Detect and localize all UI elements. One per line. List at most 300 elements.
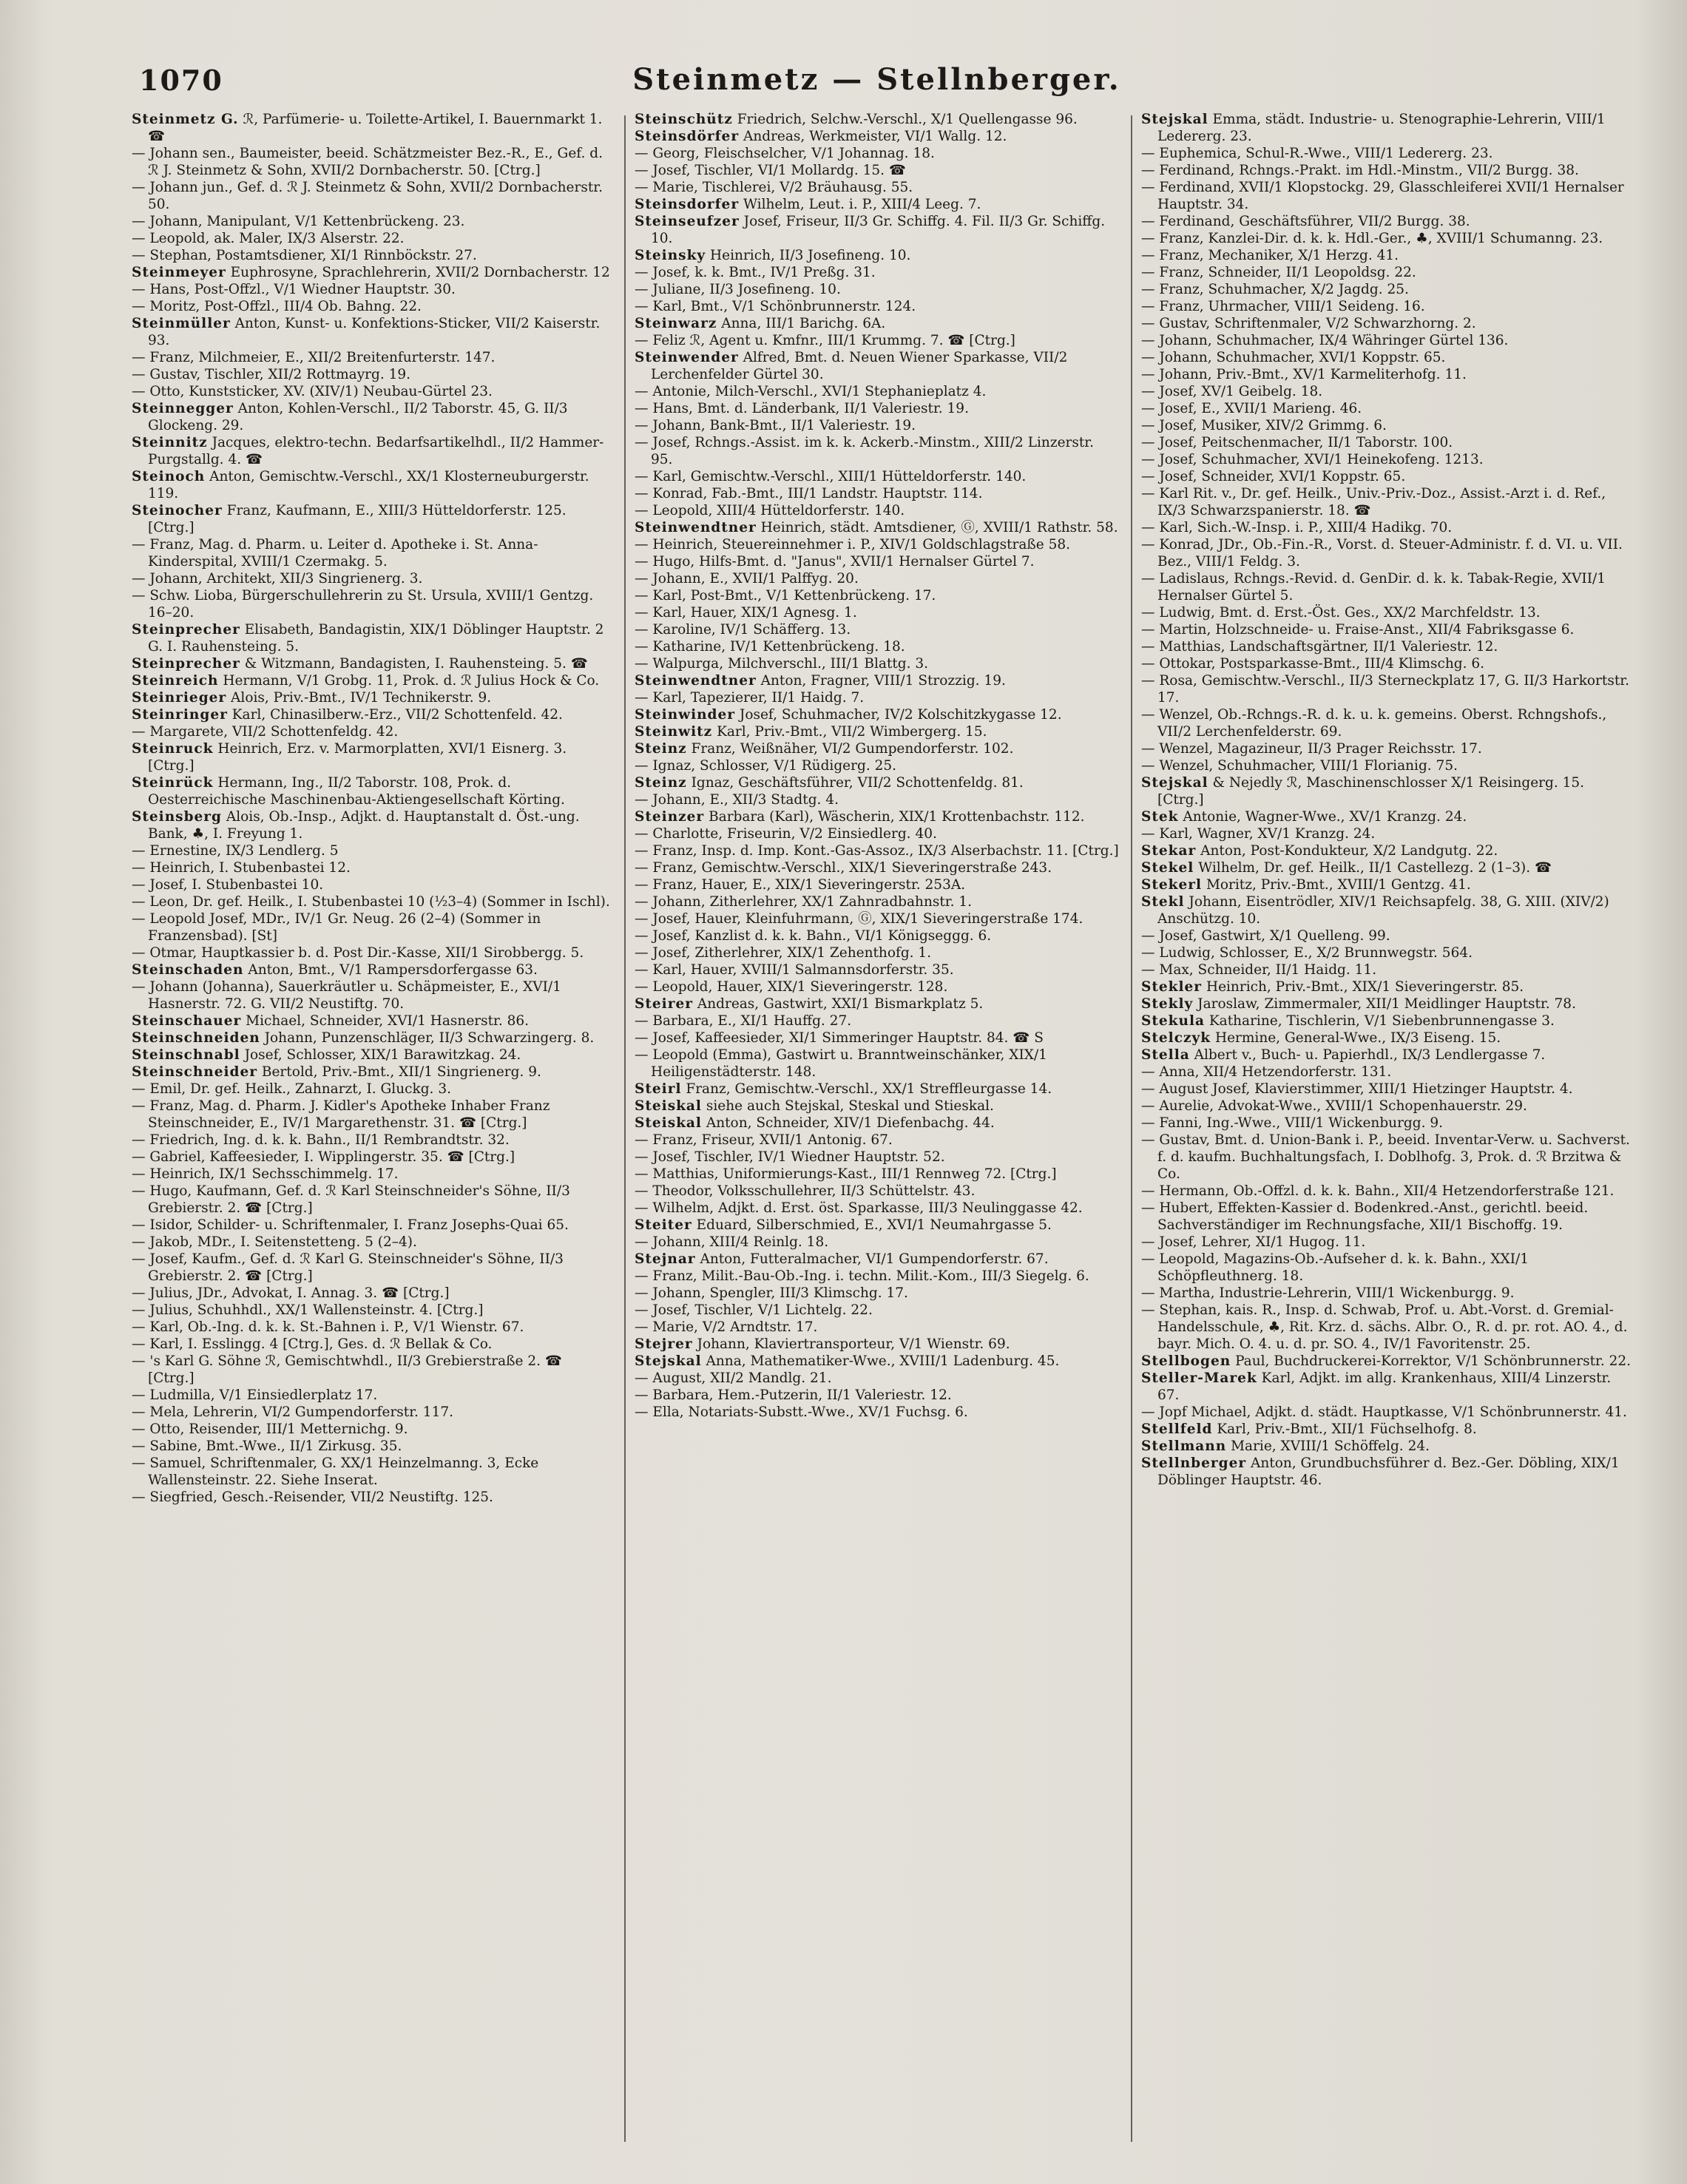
entry-details: — Feliz ℛ, Agent u. Kmfnr., III/1 Krummg. 7. ☎ [Ctrg.] <box>635 333 1015 348</box>
entry-details: — Ottokar, Postsparkasse-Bmt., III/4 Klimschg. 6. <box>1141 656 1485 672</box>
entry-details: Karl, Adjkt. im allg. Krankenhaus, XIII/4 Linzerstr. 67. <box>1157 1370 1612 1403</box>
entry-details: — Karl, Tapezierer, II/1 Haidg. 7. <box>635 690 865 706</box>
directory-entry <box>635 927 1119 944</box>
directory-entry <box>1141 995 1633 1012</box>
directory-entry <box>132 298 612 315</box>
directory-entry <box>1141 179 1633 213</box>
entry-details: — Josef, Hauer, Kleinfuhrmann, Ⓖ, XIX/1 Sieveringerstraße 174. <box>635 911 1083 927</box>
entry-details: — Ella, Notariats-Substt.-Wwe., XV/1 Fuchsg. 6. <box>635 1404 968 1420</box>
directory-entry <box>635 502 1119 519</box>
entry-details: — Johann (Johanna), Sauerkräutler u. Schäpmeister, E., XVI/1 Hasnerstr. 72. G. VII/2 Neustiftg. 70. <box>132 979 561 1012</box>
directory-entry <box>635 842 1119 859</box>
directory-entry <box>635 434 1119 468</box>
entry-details: — Otto, Kunststicker, XV. (XIV/1) Neubau-Gürtel 23. <box>132 384 493 399</box>
directory-entry <box>132 621 612 655</box>
entry-details: — Walpurga, Milchverschl., III/1 Blattg. 3. <box>635 656 929 672</box>
entry-details: — Josef, E., XVII/1 Marieng. 46. <box>1141 401 1362 416</box>
directory-entry <box>1141 604 1633 621</box>
entry-details: — Georg, Fleischselcher, V/1 Johannag. 18. <box>635 146 935 161</box>
directory-entry <box>1141 349 1633 366</box>
directory-entry <box>635 689 1119 706</box>
entry-surname: Steinprecher <box>132 656 240 672</box>
directory-entry <box>635 1081 1119 1098</box>
directory-entry <box>132 281 612 298</box>
entry-surname: Steinwitz <box>635 724 713 740</box>
directory-entry <box>1141 1234 1633 1251</box>
directory-entry <box>132 587 612 621</box>
directory-entry <box>1141 536 1633 570</box>
directory-entry <box>132 1387 612 1404</box>
directory-columns <box>124 111 1633 2160</box>
entry-details: Hermann, Ing., II/2 Taborstr. 108, Prok. d. Oesterreichische Maschinenbau-Aktiengesellschaft Körting. <box>148 775 565 808</box>
entry-details: Eduard, Silberschmied, E., XVI/1 Neumahrgasse 5. <box>696 1217 1052 1233</box>
entry-details: — Leopold, XIII/4 Hütteldorferstr. 140. <box>635 503 905 518</box>
entry-surname: Steinsky <box>635 248 706 263</box>
entry-details: — Samuel, Schriftenmaler, G. XX/1 Heinzelmanng. 3, Ecke Wallensteinstr. 22. Siehe Inserat. <box>132 1456 539 1488</box>
directory-entry <box>635 111 1119 128</box>
entry-details: — Hermann, Ob.-Offzl. d. k. k. Bahn., XII/4 Hetzendorferstraße 121. <box>1141 1183 1615 1199</box>
directory-entry <box>1141 315 1633 332</box>
directory-entry <box>132 1438 612 1455</box>
entry-details: — Josef, I. Stubenbastei 10. <box>132 877 324 893</box>
directory-entry <box>1141 774 1633 808</box>
entry-details: — Karl, Bmt., V/1 Schönbrunnerstr. 124. <box>635 299 916 314</box>
directory-entry <box>635 672 1119 689</box>
entry-details: — Moritz, Post-Offzl., III/4 Ob. Bahng. 22. <box>132 299 422 314</box>
directory-entry <box>635 179 1119 196</box>
entry-details: — Marie, V/2 Arndtstr. 17. <box>635 1319 818 1335</box>
directory-entry <box>1141 417 1633 434</box>
entry-details: — Karl, Hauer, XIX/1 Agnesg. 1. <box>635 605 857 621</box>
directory-entry <box>132 230 612 247</box>
entry-details: Anton, Fragner, VIII/1 Strozzig. 19. <box>760 673 1006 689</box>
entry-surname: Steinz <box>635 741 687 757</box>
directory-entry <box>635 213 1119 247</box>
entry-surname: Steinzer <box>635 809 705 825</box>
directory-entry <box>1141 927 1633 944</box>
entry-details: — Jopf Michael, Adjkt. d. städt. Hauptkasse, V/1 Schönbrunnerstr. 41. <box>1141 1404 1627 1420</box>
directory-entry <box>1141 655 1633 672</box>
directory-entry <box>132 315 612 349</box>
entry-details: Jaroslaw, Zimmermaler, XII/1 Meidlinger Hauptstr. 78. <box>1197 996 1576 1012</box>
entry-details: — Hubert, Effekten-Kassier d. Bodenkred.-Anst., gerichtl. beeid. Sachverständiger im Rechnungsfache, XII/1 Bischoffg. 19. <box>1141 1200 1589 1233</box>
directory-entry <box>132 1047 612 1064</box>
entry-details: — Josef, Kaufm., Gef. d. ℛ Karl G. Steinschneider's Söhne, II/3 Grebierstr. 2. ☎ [Ctrg.] <box>132 1251 564 1284</box>
directory-entry <box>132 842 612 859</box>
directory-entry <box>1141 1115 1633 1132</box>
directory-entry <box>635 298 1119 315</box>
entry-details: — Franz, Insp. d. Imp. Kont.-Gas-Assoz., IX/3 Alserbachstr. 11. [Ctrg.] <box>635 843 1119 859</box>
entry-details: Jacques, elektro-techn. Bedarfsartikelhdl., II/2 Hammer-Purgstallg. 4. ☎ <box>148 435 604 467</box>
entry-details: — Johann, Spengler, III/3 Klimschg. 17. <box>635 1285 908 1301</box>
entry-surname: Steinwinder <box>635 707 736 723</box>
directory-entry <box>1141 808 1633 825</box>
entry-details: — Matthias, Uniformierungs-Kast., III/1 Rennweg 72. [Ctrg.] <box>635 1166 1057 1182</box>
directory-entry <box>132 1404 612 1421</box>
entry-details: — Karl, Hauer, XVIII/1 Salmannsdorferstr. 35. <box>635 962 954 978</box>
entry-details: — Gabriel, Kaffeesieder, I. Wipplingerstr. 35. ☎ [Ctrg.] <box>132 1149 515 1165</box>
entry-details: Josef, Schuhmacher, IV/2 Kolschitzkygasse 12. <box>739 707 1062 723</box>
entry-details: Barbara (Karl), Wäscherin, XIX/1 Krottenbachstr. 112. <box>709 809 1085 825</box>
entry-surname: Steinnitz <box>132 435 208 450</box>
entry-surname: Stekly <box>1141 996 1194 1012</box>
running-head: Steinmetz — Stellnberger. <box>632 62 1121 97</box>
entry-details: — August Josef, Klavierstimmer, XIII/1 Hietzinger Hauptstr. 4. <box>1141 1081 1573 1097</box>
entry-details: Albert v., Buch- u. Papierhdl., IX/3 Lendlergasse 7. <box>1194 1047 1546 1063</box>
directory-entry <box>635 1404 1119 1421</box>
directory-entry <box>1141 298 1633 315</box>
entry-details: Johann, Punzenschläger, II/3 Schwarzingerg. 8. <box>264 1030 595 1046</box>
entry-details: Marie, XVIII/1 Schöffelg. 24. <box>1231 1438 1430 1454</box>
entry-details: Anna, Mathematiker-Wwe., XVIII/1 Ladenburg. 45. <box>706 1353 1060 1369</box>
entry-details: Josef, Friseur, II/3 Gr. Schiffg. 4. Fil. II/3 Gr. Schiffg. 10. <box>651 214 1106 246</box>
entry-details: — Anna, XII/4 Hetzendorferstr. 131. <box>1141 1064 1392 1080</box>
directory-entry <box>635 1268 1119 1285</box>
directory-entry <box>1141 1132 1633 1183</box>
directory-entry <box>132 1081 612 1098</box>
entry-surname: Steiskal <box>635 1098 702 1114</box>
entry-details: — Josef, XV/1 Geibelg. 18. <box>1141 384 1323 399</box>
entry-details: Euphrosyne, Sprachlehrerin, XVII/2 Dornbacherstr. 12 <box>230 265 610 280</box>
directory-entry <box>132 145 612 179</box>
entry-details: — Karl, Wagner, XV/1 Kranzg. 24. <box>1141 826 1376 842</box>
directory-entry <box>635 247 1119 264</box>
directory-entry <box>132 740 612 774</box>
entry-details: — Josef, Kanzlist d. k. k. Bahn., VI/1 Königseggg. 6. <box>635 928 992 944</box>
entry-details: — Rosa, Gemischtw.-Verschl., II/3 Sterneckplatz 17, G. II/3 Harkortstr. 17. <box>1141 673 1629 706</box>
directory-entry <box>1141 1098 1633 1115</box>
entry-details: — August, XII/2 Mandlg. 21. <box>635 1370 832 1386</box>
entry-details: Anton, Kohlen-Verschl., II/2 Taborstr. 45, G. II/3 Glockeng. 29. <box>148 401 568 433</box>
entry-details: Andreas, Gastwirt, XXI/1 Bismarkplatz 5. <box>697 996 984 1012</box>
entry-surname: Stekler <box>1141 979 1203 995</box>
entry-details: — Heinrich, I. Stubenbastei 12. <box>132 860 351 876</box>
directory-entry <box>635 1319 1119 1336</box>
entry-details: Wilhelm, Leut. i. P., XIII/4 Leeg. 7. <box>743 197 981 212</box>
entry-details: — Johann sen., Baumeister, beeid. Schätzmeister Bez.-R., E., Gef. d. ℛ J. Steinmetz & Sohn, XVII/2 Dornbacherstr. 50. [Ctrg.] <box>132 146 603 178</box>
entry-details: Karl, Chinasilberw.-Erz., VII/2 Schottenfeld. 42. <box>231 707 563 723</box>
directory-entry <box>1141 1404 1633 1421</box>
directory-entry <box>635 1098 1119 1115</box>
directory-entry <box>132 264 612 281</box>
entry-surname: Stellnberger <box>1141 1456 1247 1471</box>
entry-details: — Ludwig, Schlosser, E., X/2 Brunnwegstr. 564. <box>1141 945 1473 961</box>
directory-entry <box>132 1302 612 1319</box>
entry-details: — Ernestine, IX/3 Lendlerg. 5 <box>132 843 339 859</box>
directory-entry <box>635 196 1119 213</box>
entry-details: Andreas, Werkmeister, VI/1 Wallg. 12. <box>743 129 1007 144</box>
directory-entry <box>1141 281 1633 298</box>
directory-entry <box>635 825 1119 842</box>
entry-details: — Johann, E., XII/3 Stadtg. 4. <box>635 792 839 808</box>
entry-details: Katharine, Tischlerin, V/1 Siebenbrunnengasse 3. <box>1208 1013 1555 1029</box>
entry-details: — Barbara, E., XI/1 Hauffg. 27. <box>635 1013 852 1029</box>
entry-details: — Hans, Post-Offzl., V/1 Wiedner Hauptstr. 30. <box>132 282 456 297</box>
directory-entry <box>635 774 1119 791</box>
entry-details: — Franz, Uhrmacher, VIII/1 Seideng. 16. <box>1141 299 1425 314</box>
entry-details: Franz, Weißnäher, VI/2 Gumpendorferstr. 102. <box>691 741 1014 757</box>
entry-details: — Ludwig, Bmt. d. Erst.-Öst. Ges., XX/2 Marchfeldstr. 13. <box>1141 605 1541 621</box>
directory-entry <box>635 961 1119 978</box>
entry-details: — Johann, E., XVII/1 Palffyg. 20. <box>635 571 859 586</box>
entry-details: — Emil, Dr. gef. Heilk., Zahnarzt, I. Gluckg. 3. <box>132 1081 451 1097</box>
entry-details: — Leopold, Magazins-Ob.-Aufseher d. k. k. Bahn., XXI/1 Schöpfleuthnerg. 18. <box>1141 1251 1529 1284</box>
directory-entry <box>635 1285 1119 1302</box>
entry-details: Anton, Schneider, XIV/1 Diefenbachg. 44. <box>706 1115 995 1131</box>
entry-surname: Steinschauer <box>132 1013 242 1029</box>
directory-entry <box>1141 1438 1633 1455</box>
directory-entry <box>635 1251 1119 1268</box>
entry-details: — Ladislaus, Rchngs.-Revid. d. GenDir. d. k. k. Tabak-Regie, XVII/1 Hernalser Gürtel 5. <box>1141 571 1606 604</box>
column-3 <box>1141 111 1633 2160</box>
entry-details: — Julius, Schuhhdl., XX/1 Wallensteinstr. 4. [Ctrg.] <box>132 1302 484 1318</box>
entry-surname: Steinwender <box>635 350 739 365</box>
entry-details: — Josef, Tischler, VI/1 Mollardg. 15. ☎ <box>635 163 906 178</box>
directory-entry <box>635 536 1119 553</box>
entry-surname: Stejskal <box>635 1353 702 1369</box>
entry-details: Franz, Gemischtw.-Verschl., XX/1 Streffleurgasse 14. <box>686 1081 1052 1097</box>
column-divider <box>624 115 626 2142</box>
directory-entry <box>635 655 1119 672</box>
directory-entry <box>1141 383 1633 400</box>
entry-details: Wilhelm, Dr. gef. Heilk., II/1 Castellezg. 2 (1–3). ☎ <box>1198 860 1552 876</box>
directory-entry <box>635 1370 1119 1387</box>
directory-entry <box>132 1319 612 1336</box>
directory-entry <box>1141 1012 1633 1030</box>
directory-entry <box>1141 944 1633 961</box>
directory-entry <box>1141 842 1633 859</box>
directory-entry <box>635 740 1119 757</box>
entry-surname: Stejskal <box>1141 775 1208 791</box>
entry-surname: Steinschneider <box>132 1064 257 1080</box>
entry-details: — Otmar, Hauptkassier b. d. Post Dir.-Kasse, XII/1 Sirobbergg. 5. <box>132 945 584 961</box>
directory-entry <box>635 723 1119 740</box>
directory-entry <box>1141 1353 1633 1370</box>
entry-details: Anton, Futteralmacher, VI/1 Gumpendorferstr. 67. <box>700 1251 1049 1267</box>
directory-entry <box>1141 230 1633 247</box>
entry-surname: Steinwendtner <box>635 673 757 689</box>
directory-entry <box>635 604 1119 621</box>
entry-surname: Stekula <box>1141 1013 1205 1029</box>
entry-surname: Steinschneiden <box>132 1030 260 1046</box>
entry-surname: Steinmüller <box>132 316 231 331</box>
entry-details: Karl, Priv.-Bmt., XII/1 Füchselhofg. 8. <box>1217 1421 1477 1437</box>
entry-details: — Franz, Mag. d. Pharm. J. Kidler's Apotheke Inhaber Franz Steinschneider, E., IV/1 Margarethenstr. 31. ☎ [Ctrg.] <box>132 1098 550 1131</box>
directory-entry <box>132 1336 612 1353</box>
directory-entry <box>1141 672 1633 706</box>
entry-surname: Steinwendtner <box>635 520 757 535</box>
entry-surname: Steinoch <box>132 469 206 484</box>
entry-details: — Jakob, MDr., I. Seitenstetteng. 5 (2–4). <box>132 1234 417 1250</box>
directory-entry <box>635 1336 1119 1353</box>
entry-surname: Stellbogen <box>1141 1353 1231 1369</box>
entry-details: — Ferdinand, Geschäftsführer, VII/2 Burgg. 38. <box>1141 214 1470 229</box>
entry-surname: Steinschnabl <box>132 1047 240 1063</box>
directory-entry <box>132 1421 612 1438</box>
directory-entry <box>635 519 1119 536</box>
directory-entry <box>132 502 612 536</box>
directory-entry <box>132 1166 612 1183</box>
entry-details: — Josef, Tischler, IV/1 Wiedner Hauptstr. 52. <box>635 1149 945 1165</box>
entry-surname: Steirl <box>635 1081 682 1097</box>
directory-entry <box>1141 400 1633 417</box>
directory-entry <box>1141 621 1633 638</box>
entry-details: — Josef, Kaffeesieder, XI/1 Simmeringer Hauptstr. 84. ☎ S <box>635 1030 1044 1046</box>
entry-details: Hermann, V/1 Grobg. 11, Prok. d. ℛ Julius Hock & Co. <box>223 673 600 689</box>
entry-details: — Theodor, Volksschullehrer, II/3 Schüttelstr. 43. <box>635 1183 976 1199</box>
entry-details: Johann, Eisentrödler, XIV/1 Reichsapfelg. 38, G. XIII. (XIV/2) Anschützg. 10. <box>1157 894 1609 927</box>
directory-entry <box>635 1047 1119 1081</box>
directory-entry <box>132 774 612 808</box>
entry-details: — Stephan, kais. R., Insp. d. Schwab, Prof. u. Abt.-Vorst. d. Gremial-Handelsschule, ♣, Rit. Krz. d. sächs. Albr. O., R. d. pr. rot. AO. 4., d. bayr. Mich. O. 4. u. d. pr. SO. 4., IV/1 Favoritenstr. 25. <box>1141 1302 1628 1352</box>
directory-entry <box>132 111 612 145</box>
entry-details: Alois, Priv.-Bmt., IV/1 Technikerstr. 9. <box>231 690 492 706</box>
directory-entry <box>1141 1200 1633 1234</box>
entry-details: — Gustav, Schriftenmaler, V/2 Schwarzhorng. 2. <box>1141 316 1476 331</box>
directory-entry <box>132 1132 612 1149</box>
entry-surname: Stellfeld <box>1141 1421 1213 1437</box>
entry-details: Emma, städt. Industrie- u. Stenographie-Lehrerin, VIII/1 Ledererg. 23. <box>1157 112 1606 144</box>
entry-details: — Mela, Lehrerin, VI/2 Gumpendorferstr. 117. <box>132 1404 454 1420</box>
entry-surname: Stelczyk <box>1141 1030 1211 1046</box>
directory-entry <box>132 1489 612 1506</box>
entry-details: — Johann, Zitherlehrer, XX/1 Zahnradbahnstr. 1. <box>635 894 973 910</box>
directory-entry <box>635 468 1119 485</box>
entry-details: — Karl, Ob.-Ing. d. k. k. St.-Bahnen i. P., V/1 Wienstr. 67. <box>132 1319 524 1335</box>
entry-surname: Steinreich <box>132 673 219 689</box>
entry-details: — Franz, Mag. d. Pharm. u. Leiter d. Apotheke i. St. Anna-Kinderspital, XVIII/1 Czermakg. 5. <box>132 537 538 569</box>
column-divider <box>1131 115 1132 2142</box>
entry-surname: Stejskal <box>1141 112 1208 127</box>
directory-entry <box>1141 706 1633 740</box>
directory-entry <box>635 944 1119 961</box>
entry-details: — Matthias, Landschaftsgärtner, II/1 Valeriestr. 12. <box>1141 639 1498 655</box>
entry-details: Anton, Post-Kondukteur, X/2 Landgutg. 22. <box>1200 843 1498 859</box>
entry-surname: Steiter <box>635 1217 692 1233</box>
entry-details: — Franz, Schuhmacher, X/2 Jagdg. 25. <box>1141 282 1409 297</box>
entry-details: — Johann, Schuhmacher, IX/4 Währinger Gürtel 136. <box>1141 333 1509 348</box>
entry-details: & Nejedly ℛ, Maschinenschlosser X/1 Reisingerg. 15. [Ctrg.] <box>1157 775 1585 808</box>
entry-details: — Josef, k. k. Bmt., IV/1 Preßg. 31. <box>635 265 876 280</box>
entry-details: — Juliane, II/3 Josefineng. 10. <box>635 282 841 297</box>
entry-surname: Steinrieger <box>132 690 227 706</box>
directory-entry <box>635 791 1119 808</box>
directory-entry <box>132 961 612 978</box>
directory-entry <box>132 944 612 961</box>
directory-entry <box>635 1302 1119 1319</box>
entry-details: — Hans, Bmt. d. Länderbank, II/1 Valeriestr. 19. <box>635 401 969 416</box>
directory-entry <box>132 672 612 689</box>
entry-details: — Ignaz, Schlosser, V/1 Rüdigerg. 25. <box>635 758 897 774</box>
entry-details: — Fanni, Ing.-Wwe., VIII/1 Wickenburgg. 9. <box>1141 1115 1444 1131</box>
entry-details: — Johann, Manipulant, V/1 Kettenbrückeng. 23. <box>132 214 465 229</box>
directory-entry <box>1141 145 1633 162</box>
directory-entry <box>635 1200 1119 1217</box>
entry-details: Anton, Grundbuchsführer d. Bez.-Ger. Döbling, XIX/1 Döblinger Hauptstr. 46. <box>1157 1456 1620 1488</box>
directory-entry <box>635 1166 1119 1183</box>
directory-entry <box>132 366 612 383</box>
directory-entry <box>132 468 612 502</box>
entry-details: — Heinrich, IX/1 Sechsschimmelg. 17. <box>132 1166 399 1182</box>
entry-surname: Steinsdorfer <box>635 197 740 212</box>
entry-details: Alois, Ob.-Insp., Adjkt. d. Hauptanstalt d. Öst.-ung. Bank, ♣, I. Freyung 1. <box>148 809 580 842</box>
directory-entry <box>132 859 612 876</box>
entry-details: — Euphemica, Schul-R.-Wwe., VIII/1 Ledererg. 23. <box>1141 146 1493 161</box>
entry-details: — Julius, JDr., Advokat, I. Annag. 3. ☎ [Ctrg.] <box>132 1285 450 1301</box>
entry-details: — Johann, Priv.-Bmt., XV/1 Karmeliterhofg. 11. <box>1141 367 1467 382</box>
directory-entry <box>1141 757 1633 774</box>
entry-surname: Steinnegger <box>132 401 234 416</box>
directory-entry <box>132 1012 612 1030</box>
entry-details: — Otto, Reisender, III/1 Metternichg. 9. <box>132 1421 408 1437</box>
entry-details: ℛ, Parfümerie- u. Toilette-Artikel, I. Bauernmarkt 1. ☎ <box>148 112 603 144</box>
entry-details: — Leopold, Hauer, XIX/1 Sieveringerstr. 128. <box>635 979 948 995</box>
directory-entry <box>132 349 612 366</box>
entry-details: Antonie, Wagner-Wwe., XV/1 Kranzg. 24. <box>1183 809 1467 825</box>
entry-surname: Steinz <box>635 775 687 791</box>
directory-entry <box>132 1455 612 1489</box>
entry-details: Michael, Schneider, XVI/1 Hasnerstr. 86. <box>246 1013 530 1029</box>
page-number: 1070 <box>139 64 223 97</box>
entry-details: — Konrad, Fab.-Bmt., III/1 Landstr. Hauptstr. 114. <box>635 486 983 501</box>
entry-surname: Steinseufzer <box>635 214 740 229</box>
directory-entry <box>132 434 612 468</box>
directory-entry <box>635 621 1119 638</box>
entry-details: & Witzmann, Bandagisten, I. Rauhensteing. 5. ☎ <box>244 656 588 672</box>
directory-entry <box>1141 332 1633 349</box>
directory-entry <box>635 264 1119 281</box>
directory-entry <box>132 570 612 587</box>
directory-entry <box>1141 893 1633 927</box>
entry-details: — Karl, Gemischtw.-Verschl., XIII/1 Hütteldorferstr. 140. <box>635 469 1027 484</box>
entry-details: — Konrad, JDr., Ob.-Fin.-R., Vorst. d. Steuer-Administr. f. d. VI. u. VII. Bez., VIII/1 Feldg. 3. <box>1141 537 1623 569</box>
entry-details: — Johann jun., Gef. d. ℛ J. Steinmetz & Sohn, XVII/2 Dornbacherstr. 50. <box>132 180 603 212</box>
entry-details: — Charlotte, Friseurin, V/2 Einsiedlerg. 40. <box>635 826 937 842</box>
entry-details: — Karl, Sich.-W.-Insp. i. P., XIII/4 Hadikg. 70. <box>1141 520 1453 535</box>
entry-surname: Steinwarz <box>635 316 717 331</box>
entry-details: Heinrich, städt. Amtsdiener, Ⓖ, XVIII/1 Rathstr. 58. <box>760 520 1118 535</box>
directory-entry <box>132 400 612 434</box>
entry-details: — Leopold Josef, MDr., IV/1 Gr. Neug. 26 (2–4) (Sommer in Franzensbad). [St] <box>132 911 541 944</box>
entry-details: — Franz, Milchmeier, E., XII/2 Breitenfurterstr. 147. <box>132 350 496 365</box>
entry-surname: Stella <box>1141 1047 1190 1063</box>
entry-details: Alfred, Bmt. d. Neuen Wiener Sparkasse, VII/2 Lerchenfelder Gürtel 30. <box>651 350 1068 382</box>
directory-entry <box>635 417 1119 434</box>
entry-surname: Stek <box>1141 809 1179 825</box>
column-2 <box>635 111 1119 2160</box>
directory-entry <box>132 1149 612 1166</box>
entry-details: — Hugo, Hilfs-Bmt. d. "Janus", XVII/1 Hernalser Gürtel 7. <box>635 554 1035 569</box>
entry-details: Moritz, Priv.-Bmt., XVIII/1 Gentzg. 41. <box>1206 877 1471 893</box>
entry-details: — Max, Schneider, II/1 Haidg. 11. <box>1141 962 1377 978</box>
entry-surname: Steinrück <box>132 775 214 791</box>
directory-entry <box>635 893 1119 910</box>
directory-entry <box>1141 570 1633 604</box>
entry-details: siehe auch Stejskal, Steskal und Stieskal. <box>706 1098 994 1114</box>
entry-details: — Karoline, IV/1 Schäfferg. 13. <box>635 622 851 638</box>
entry-surname: Stekl <box>1141 894 1185 910</box>
directory-entry <box>1141 1183 1633 1200</box>
entry-details: Friedrich, Selchw.-Verschl., X/1 Quellengasse 96. <box>737 112 1078 127</box>
directory-entry <box>635 1183 1119 1200</box>
directory-entry <box>635 400 1119 417</box>
entry-details: Josef, Schlosser, XIX/1 Barawitzkag. 24. <box>244 1047 521 1063</box>
entry-details: Bertold, Priv.-Bmt., XII/1 Singrienerg. 9. <box>261 1064 541 1080</box>
entry-details: — Leopold (Emma), Gastwirt u. Branntweinschänker, XIX/1 Heiligenstädterstr. 148. <box>635 1047 1047 1080</box>
entry-details: — Ludmilla, V/1 Einsiedlerplatz 17. <box>132 1387 378 1403</box>
directory-entry <box>635 570 1119 587</box>
entry-details: — Martin, Holzschneide- u. Fraise-Anst., XII/4 Fabriksgasse 6. <box>1141 622 1575 638</box>
